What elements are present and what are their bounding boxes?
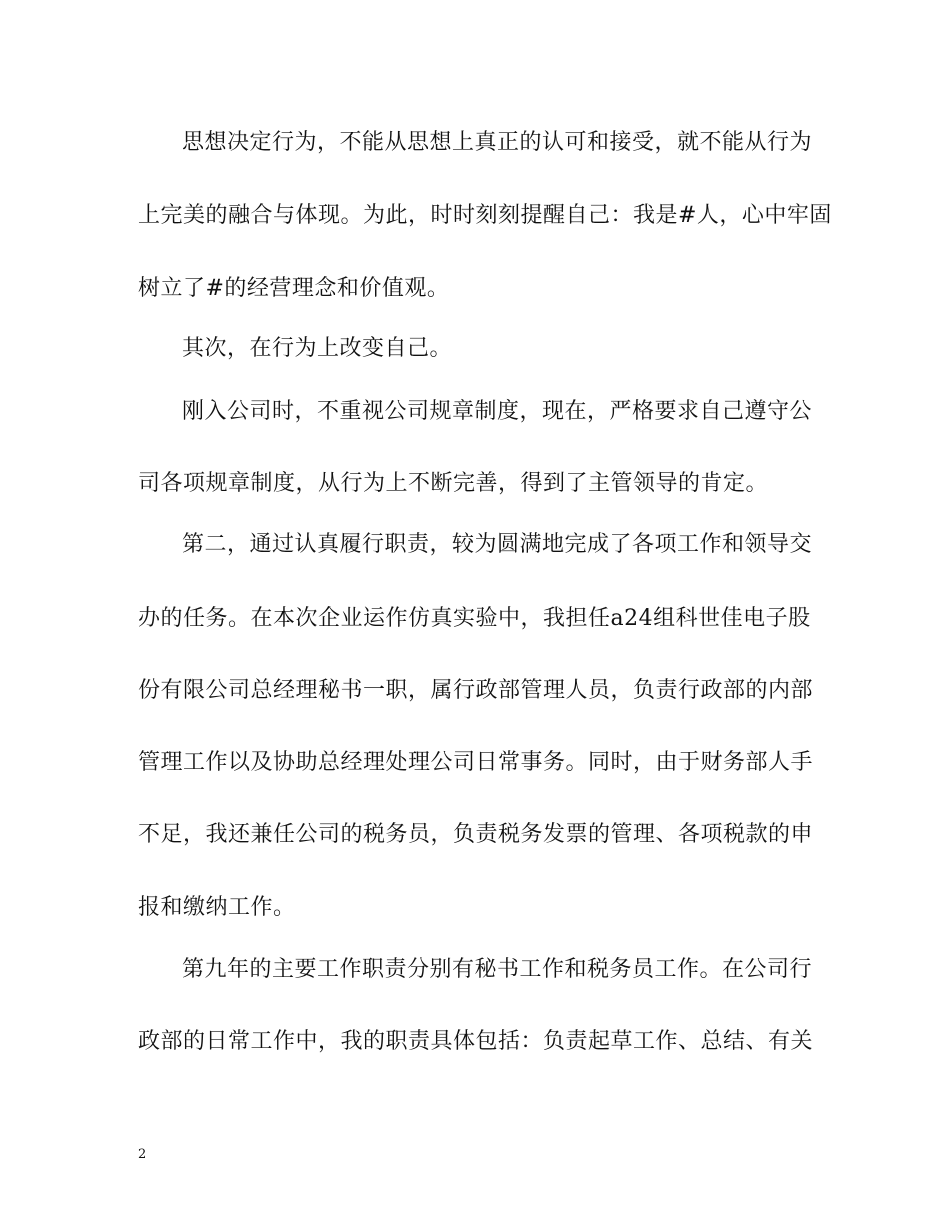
text-line-6: 司各项规章制度，从行为上不断完善，得到了主管领导的肯定。	[138, 471, 769, 496]
text-line-11: 不足，我还兼任公司的税务员，负责税务发票的管理、各项税款的申	[138, 822, 814, 847]
text-line-2: 上完美的融合与体现。为此，时时刻刻提醒自己：我是#人，心中牢固	[138, 203, 832, 228]
text-line-7: 第二，通过认真履行职责，较为圆满地完成了各项工作和领导交	[182, 532, 813, 557]
text-line-3: 树立了#的经营理念和价值观。	[138, 276, 450, 301]
text-line-5: 刚入公司时，不重视公司规章制度，现在，严格要求自己遵守公	[182, 399, 813, 424]
text-line-4: 其次，在行为上改变自己。	[182, 336, 453, 361]
text-line-14: 政部的日常工作中，我的职责具体包括：负责起草工作、总结、有关	[138, 1029, 814, 1054]
text-line-12: 报和缴纳工作。	[138, 895, 296, 920]
page-number: 2	[138, 1147, 147, 1162]
text-line-10: 管理工作以及协助总经理处理公司日常事务。同时，由于财务部人手	[138, 750, 814, 775]
text-line-13: 第九年的主要工作职责分别有秘书工作和税务员工作。在公司行	[182, 957, 813, 982]
text-line-8: 办的任务。在本次企业运作仿真实验中，我担任a24组科世佳电子股	[138, 606, 811, 631]
text-line-9: 份有限公司总经理秘书一职，属行政部管理人员，负责行政部的内部	[138, 678, 814, 703]
text-line-1: 思想决定行为，不能从思想上真正的认可和接受，就不能从行为	[182, 130, 813, 155]
